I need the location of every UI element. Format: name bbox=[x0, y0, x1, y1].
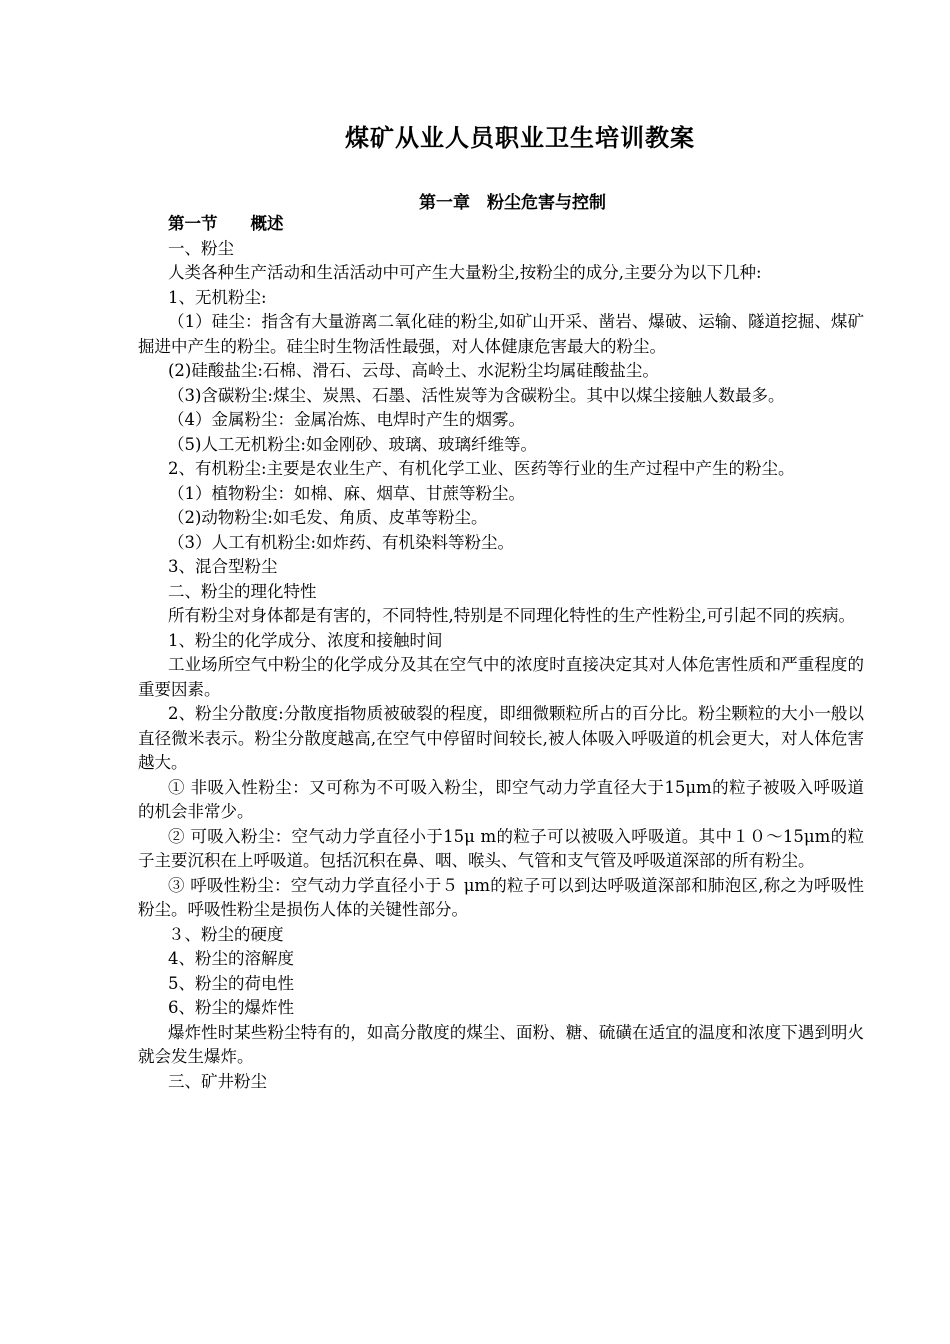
paragraph: （3）人工有机粉尘:如炸药、有机染料等粉尘。 bbox=[168, 532, 515, 552]
paragraph: 2、有机粉尘:主要是农业生产、有机化学工业、医药等行业的生产过程中产生的粉尘。 bbox=[168, 459, 795, 478]
chapter-heading: 第一章 粉尘危害与控制 bbox=[419, 193, 606, 213]
paragraph: ③ 呼吸性粉尘：空气动力学直径小于５ μm的粒子可以到达呼吸道深部和肺泡区,称之为呼吸性粉尘。呼吸性粉尘是损伤人体的关键性部分。 bbox=[138, 875, 864, 919]
paragraph: 二、粉尘的理化特性 bbox=[168, 581, 317, 601]
paragraph: （2)动物粉尘:如毛发、角质、皮革等粉尘。 bbox=[168, 508, 488, 527]
paragraph: 5、粉尘的荷电性 bbox=[168, 973, 294, 993]
section-heading: 第一节 概述 bbox=[168, 214, 284, 233]
document-body bbox=[138, 212, 864, 1094]
paragraph: （4）金属粉尘：金属冶炼、电焊时产生的烟雾。 bbox=[168, 410, 525, 429]
paragraph: (2)硅酸盐尘:石棉、滑石、云母、高岭土、水泥粉尘均属硅酸盐尘。 bbox=[168, 361, 659, 380]
paragraph: 3、混合型粉尘 bbox=[168, 557, 278, 576]
paragraph: 一、粉尘 bbox=[168, 238, 234, 258]
paragraph: （1）植物粉尘：如棉、麻、烟草、甘蔗等粉尘。 bbox=[168, 483, 525, 503]
paragraph: 1、粉尘的化学成分、浓度和接触时间 bbox=[168, 630, 443, 650]
paragraph: （5)人工无机粉尘:如金刚砂、玻璃、玻璃纤维等。 bbox=[168, 434, 537, 454]
paragraph: ① 非吸入性粉尘：又可称为不可吸入粉尘，即空气动力学直径大于15μm的粒子被吸入呼吸道的机会非常少。 bbox=[138, 777, 864, 821]
paragraph: 爆炸性时某些粉尘特有的，如高分散度的煤尘、面粉、糖、硫磺在适宜的温度和浓度下遇到明火就会发生爆炸。 bbox=[138, 1022, 864, 1066]
document-title: 煤矿从业人员职业卫生培训教案 bbox=[345, 123, 695, 152]
paragraph: 1、无机粉尘: bbox=[168, 287, 267, 307]
paragraph: ３、粉尘的硬度 bbox=[168, 924, 284, 944]
paragraph: 4、粉尘的溶解度 bbox=[168, 949, 294, 968]
paragraph: （3)含碳粉尘:煤尘、炭黑、石墨、活性炭等为含碳粉尘。其中以煤尘接触人数最多。 bbox=[168, 385, 785, 405]
paragraph: 三、矿井粉尘 bbox=[168, 1071, 267, 1091]
paragraph: 工业场所空气中粉尘的化学成分及其在空气中的浓度时直接决定其对人体危害性质和严重程度的重要因素。 bbox=[138, 655, 864, 699]
paragraph: ② 可吸入粉尘：空气动力学直径小于15μ m的粒子可以被吸入呼吸道。其中１０～15μm的粒子主要沉积在上呼吸道。包括沉积在鼻、咽、喉头、气管和支气管及呼吸道深部的所有粉尘。 bbox=[138, 826, 864, 870]
paragraph: 人类各种生产活动和生活活动中可产生大量粉尘,按粉尘的成分,主要分为以下几种: bbox=[168, 263, 762, 282]
paragraph: 2、粉尘分散度:分散度指物质被破裂的程度，即细微颗粒所占的百分比。粉尘颗粒的大小一般以直径微米表示。粉尘分散度越高,在空气中停留时间较长,被人体吸入呼吸道的机会更大，对人体危害越大。 bbox=[138, 704, 864, 772]
paragraph: 所有粉尘对身体都是有害的，不同特性,特别是不同理化特性的生产性粉尘,可引起不同的疾病。 bbox=[168, 606, 855, 625]
paragraph: 6、粉尘的爆炸性 bbox=[168, 998, 294, 1017]
paragraph: （1）硅尘：指含有大量游离二氧化硅的粉尘,如矿山开采、凿岩、爆破、运输、隧道挖掘、煤矿掘进中产生的粉尘。硅尘时生物活性最强，对人体健康危害最大的粉尘。 bbox=[138, 312, 864, 356]
